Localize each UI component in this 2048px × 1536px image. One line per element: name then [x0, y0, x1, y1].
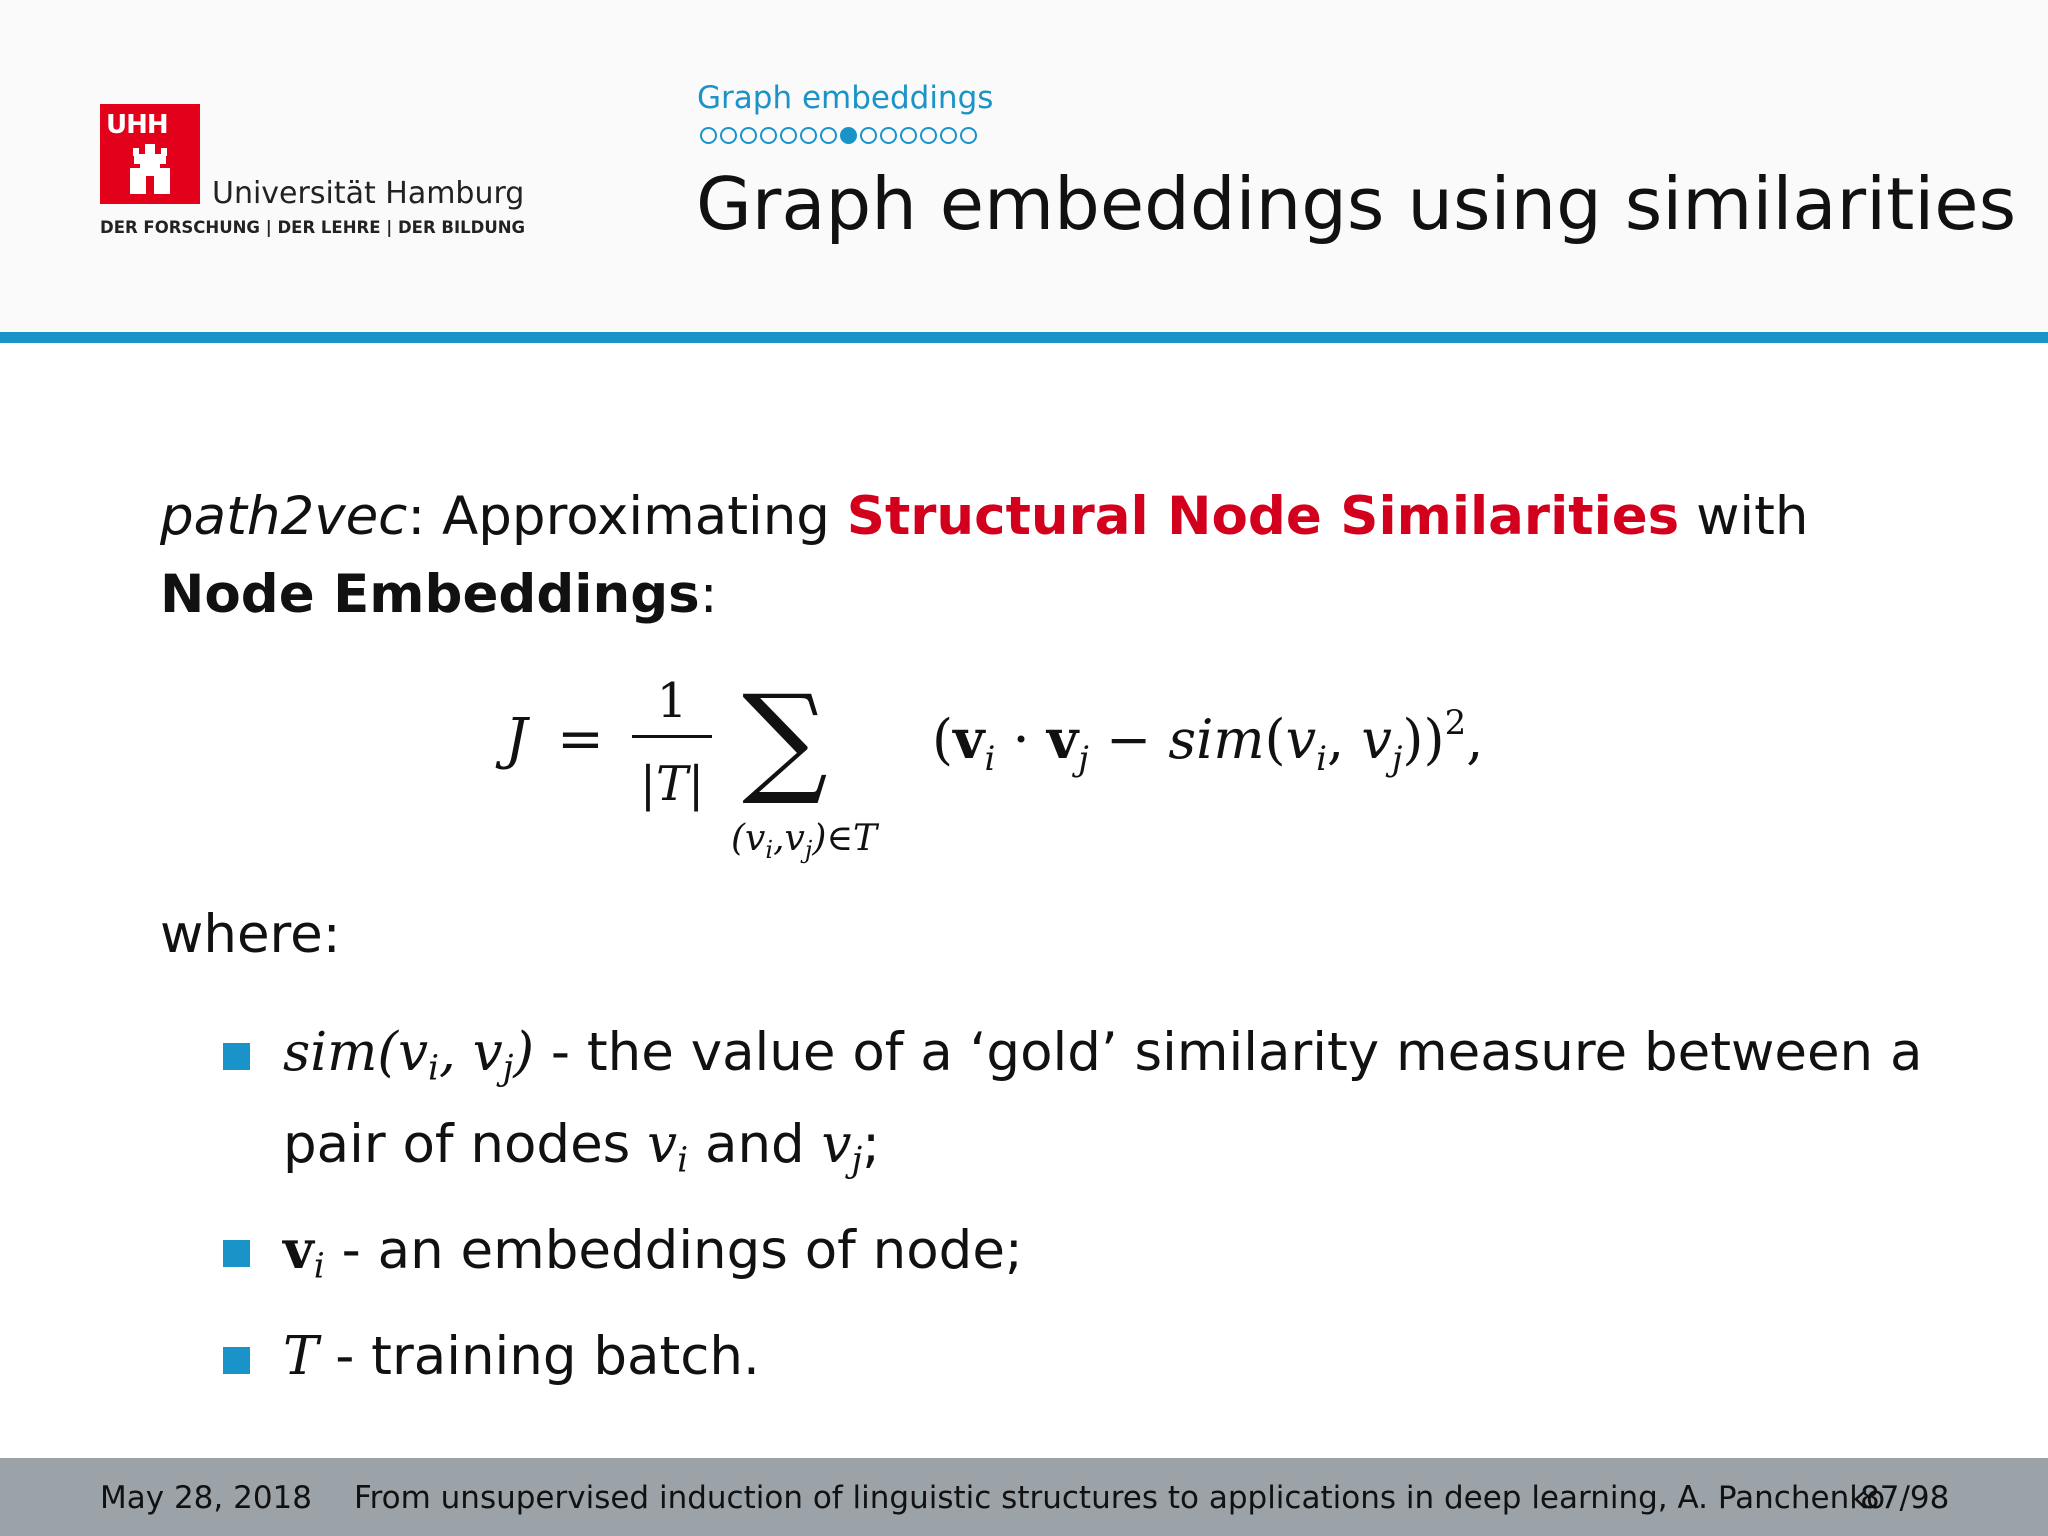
- footer-page-number: 87/98: [1860, 1480, 1950, 1516]
- intro-text: : Approximating: [407, 486, 847, 547]
- formula-numerator: 1: [656, 680, 688, 729]
- where-label: where:: [160, 904, 341, 965]
- progress-dot-current: [840, 127, 857, 144]
- bullet-and: and: [688, 1113, 822, 1175]
- list-item: [220, 1212, 1940, 1305]
- intro-end: :: [699, 564, 718, 625]
- definition-list: [220, 1015, 1940, 1409]
- formula-equals: =: [557, 707, 604, 772]
- header-rule: [0, 332, 2048, 343]
- fraction-bar: [632, 735, 712, 738]
- sum-index: $(v_i,v_j)\in T$: [731, 818, 878, 864]
- logo-emblem: [100, 104, 200, 204]
- footer-title: From unsupervised induction of linguistic structures to applications in deep learning, A. Panchenko: [354, 1480, 1886, 1516]
- bullet-math: $sim(v_i$, $v_j$): [283, 1022, 535, 1089]
- bullet-square-icon: [223, 1240, 250, 1267]
- progress-dot: [960, 127, 977, 144]
- bullet-square-icon: [223, 1347, 250, 1374]
- highlight-phrase: Structural Node Similarities: [846, 486, 1680, 547]
- bullet-math: T: [283, 1325, 319, 1387]
- intro-connector: with: [1679, 486, 1809, 547]
- logo-mark: UHH: [106, 110, 168, 140]
- bullet-end: ;: [862, 1113, 881, 1175]
- list-item: [220, 1319, 1940, 1395]
- progress-dot: [940, 127, 957, 144]
- sum-symbol: ∑: [742, 680, 828, 809]
- section-title: Graph embeddings: [697, 80, 994, 116]
- progress-dot: [900, 127, 917, 144]
- slide-title: Graph embeddings using similarities: [696, 162, 2017, 246]
- progress-dot: [700, 127, 717, 144]
- formula-body: ($v_i \cdot v_j - sim(v_i$, $v_j))^2$,: [932, 703, 1484, 779]
- list-item: [220, 1015, 1940, 1198]
- university-logo: [100, 104, 526, 244]
- progress-dot: [760, 127, 777, 144]
- progress-dot: [740, 127, 757, 144]
- bold-phrase: Node Embeddings: [160, 564, 700, 625]
- bullet-math-vi: $v_i$: [647, 1113, 689, 1181]
- bullet-square-icon: [223, 1043, 250, 1070]
- slide-progress-dots: [700, 127, 977, 144]
- bullet-math: $v_i$: [283, 1219, 325, 1287]
- logo-name: Universität Hamburg: [212, 176, 525, 211]
- objective-formula: [0, 680, 2048, 870]
- progress-dot: [800, 127, 817, 144]
- method-name: path2vec: [160, 486, 408, 547]
- bullet-text: - training batch.: [318, 1325, 760, 1387]
- logo-motto: DER FORSCHUNG | DER LEHRE | DER BILDUNG: [100, 218, 526, 237]
- bullet-math-vj: $v_j$: [821, 1113, 863, 1181]
- intro-paragraph: [160, 478, 1920, 634]
- progress-dot: [920, 127, 937, 144]
- progress-dot: [860, 127, 877, 144]
- progress-dot: [720, 127, 737, 144]
- formula-lhs-J: J: [505, 707, 528, 772]
- progress-dot: [880, 127, 897, 144]
- progress-dot: [780, 127, 797, 144]
- formula-denominator: |T|: [639, 756, 705, 812]
- progress-dot: [820, 127, 837, 144]
- castle-icon: [100, 104, 200, 204]
- bullet-text: - an embeddings of node;: [324, 1220, 1023, 1282]
- footer-date: May 28, 2018: [100, 1480, 312, 1516]
- bullet-text: - the value of a ‘gold’ similarity measure between a pair of nodes: [283, 1022, 1923, 1175]
